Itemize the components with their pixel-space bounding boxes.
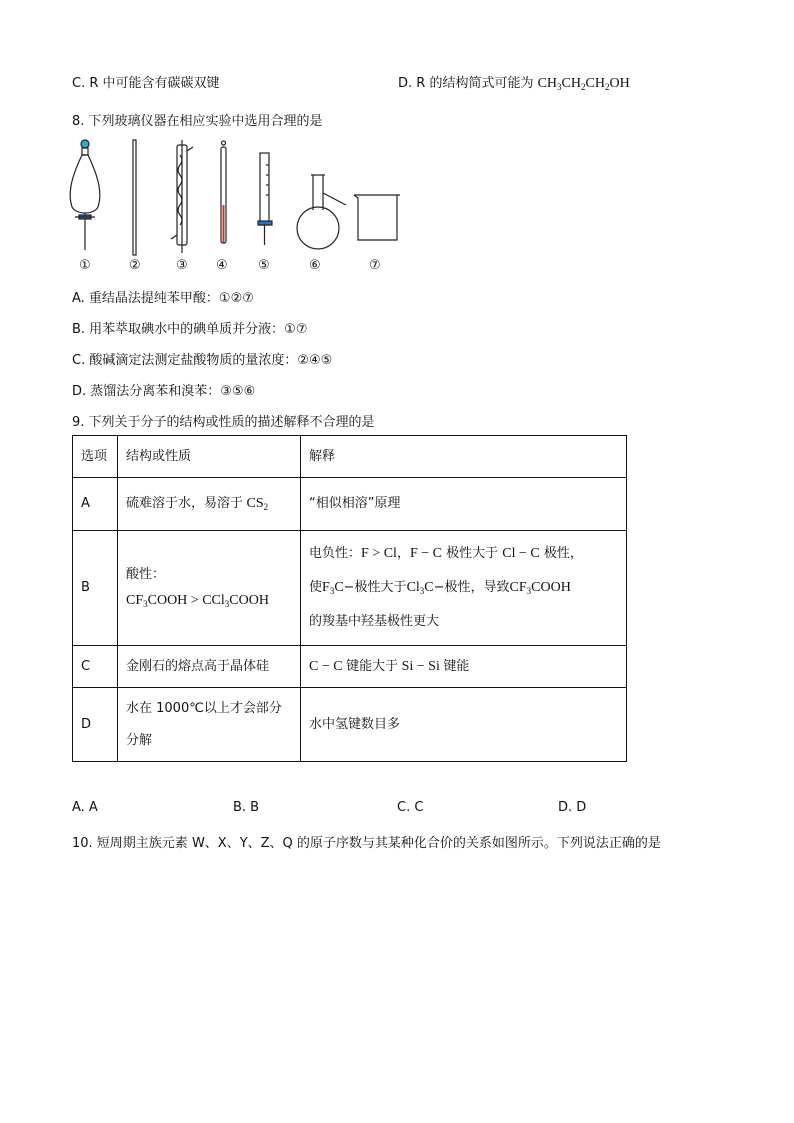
label-2: ② <box>129 258 141 273</box>
q8-option-d: D. 蒸馏法分离苯和溴苯：③⑤⑥ <box>72 384 256 399</box>
q10-stem: 10. 短周期主族元素 W、X、Y、Z、Q 的原子序数与其某种化合价的关系如图所示。下列说法正确的是 <box>72 836 661 851</box>
row-option: C <box>73 646 118 688</box>
glass-rod-icon <box>133 140 136 255</box>
condenser-icon <box>171 140 193 253</box>
separatory-funnel-icon <box>70 140 100 250</box>
q7-option-c: C. R 中可能含有碳碳双键 <box>72 76 220 91</box>
header-option: 选项 <box>73 436 118 478</box>
row-property: 金刚石的熔点高于晶体硅 <box>118 646 301 688</box>
q8-option-c: C. 酸碱滴定法测定盐酸物质的量浓度：②④⑤ <box>72 353 333 368</box>
distillation-flask-icon <box>297 175 346 249</box>
row-property: 水在 1000℃以上才会部分 分解 <box>118 688 301 762</box>
label-6: ⑥ <box>309 258 321 273</box>
header-explanation: 解释 <box>301 436 627 478</box>
header-property: 结构或性质 <box>118 436 301 478</box>
label-7: ⑦ <box>369 258 381 273</box>
q9-choice-d: D. D <box>558 800 587 815</box>
glassware-figure <box>60 135 410 260</box>
label-3: ③ <box>176 258 188 273</box>
row-explanation: 电负性：F > Cl，F − C 极性大于 Cl − C 极性， 使$F_3C-$极性大于$Cl_3C-$极性，导致$CF_3COOH$ 的羧基中羟基极性更大 <box>301 531 627 646</box>
q8-option-b: B. 用苯萃取碘水中的碘单质并分液：①⑦ <box>72 322 308 337</box>
table-row <box>73 531 627 646</box>
table-row <box>73 646 627 688</box>
q9-choice-b: B. B <box>233 800 260 815</box>
row-option: B <box>73 531 118 646</box>
row-option: A <box>73 478 118 531</box>
q9-choice-a: A. A <box>72 800 98 815</box>
label-4: ④ <box>216 258 228 273</box>
row-property: 酸性： $CF_3COOH$ > CCl$_3$COOH <box>118 531 301 646</box>
q8-option-a: A. 重结晶法提纯苯甲酸：①②⑦ <box>72 291 254 306</box>
thermometer-icon <box>221 141 226 243</box>
q8-stem: 8. 下列玻璃仪器在相应实验中选用合理的是 <box>72 114 323 129</box>
row-explanation: C − C 键能大于 Si − Si 键能 <box>301 646 627 688</box>
q7-option-d-text: D. R 的结构简式可能为 <box>398 76 534 91</box>
table-row <box>73 688 627 762</box>
row-option: D <box>73 688 118 762</box>
beaker-icon <box>354 195 400 240</box>
q9-table <box>72 435 627 762</box>
q9-stem: 9. 下列关于分子的结构或性质的描述解释不合理的是 <box>72 415 375 430</box>
row-property: 硫难溶于水，易溶于 $CS_2$ <box>118 478 301 531</box>
burette-icon <box>258 153 272 245</box>
q7-option-d-formula: $CH_3CH_2CH_2OH$ <box>537 76 630 92</box>
row-explanation: 水中氢键数目多 <box>301 688 627 762</box>
table-header-row <box>73 436 627 478</box>
row-explanation: “相似相溶”原理 <box>301 478 627 531</box>
label-1: ① <box>79 258 91 273</box>
q7-option-d <box>398 72 630 92</box>
q9-choice-c: C. C <box>397 800 424 815</box>
label-5: ⑤ <box>258 258 270 273</box>
table-row <box>73 478 627 531</box>
